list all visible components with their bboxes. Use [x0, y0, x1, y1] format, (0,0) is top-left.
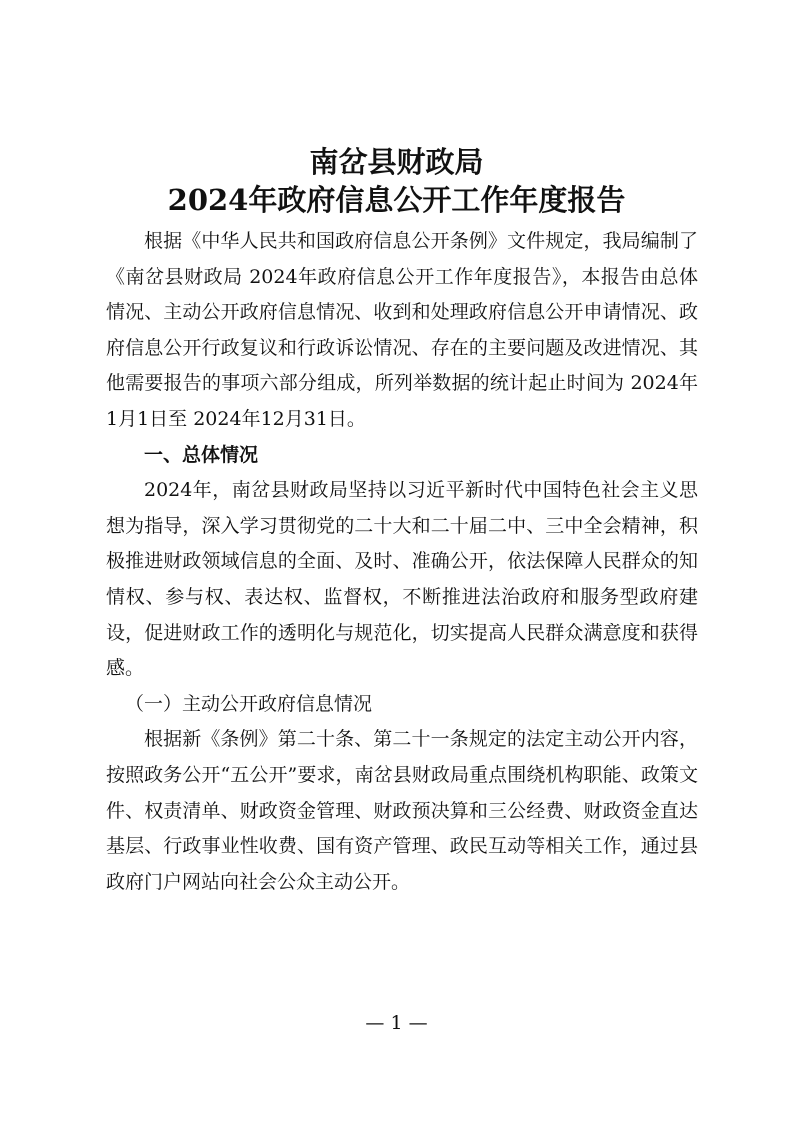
active-disclosure-paragraph: 根据新《条例》第二十条、第二十一条规定的法定主动公开内容，按照政务公开“五公开”要求，南岔县财政局重点围绕机构职能、政策文件、权责清单、财政资金管理、财政预决算和三公经费、财政资金直达基层、行政事业性收费、国有资产管理、政民互动等相关工作，通过县政府门户网站向社会公众主动公开。 — [106, 728, 698, 893]
overview-paragraph: 2024年，南岔县财政局坚持以习近平新时代中国特色社会主义思想为指导，深入学习贯彻党的二十大和二十届二中、三中全会精神，积极推进财政领域信息的全面、及时、准确公开，依法保障人民群众的知情权、参与权、表达权、监督权，不断推进法治政府和服务型政府建设，促进财政工作的透明化与规范化，切实提高人民群众满意度和获得感。 — [106, 479, 698, 680]
page-number: — 1 — — [365, 1012, 428, 1034]
subsection-heading-active-disclosure: （一）主动公开政府信息情况 — [125, 692, 373, 715]
report-body — [106, 224, 698, 900]
report-title-line-1: 南岔县财政局 — [309, 145, 484, 179]
section-heading-overview: 一、总体情况 — [144, 443, 259, 466]
intro-paragraph: 根据《中华人民共和国政府信息公开条例》文件规定，我局编制了《南岔县财政局 2024年政府信息公开工作年度报告》，本报告由总体情况、主动公开政府信息情况、收到和处理政府信息公开申请情况、政府信息公开行政复议和行政诉讼情况、存在的主要问题及改进情况、其他需要报告的事项六部分组成，所列举数据的统计起止时间为 2024年1月1日至 2024年12月31日。 — [106, 230, 698, 430]
report-title-line-2: 2024年政府信息公开工作年度报告 — [167, 183, 626, 217]
